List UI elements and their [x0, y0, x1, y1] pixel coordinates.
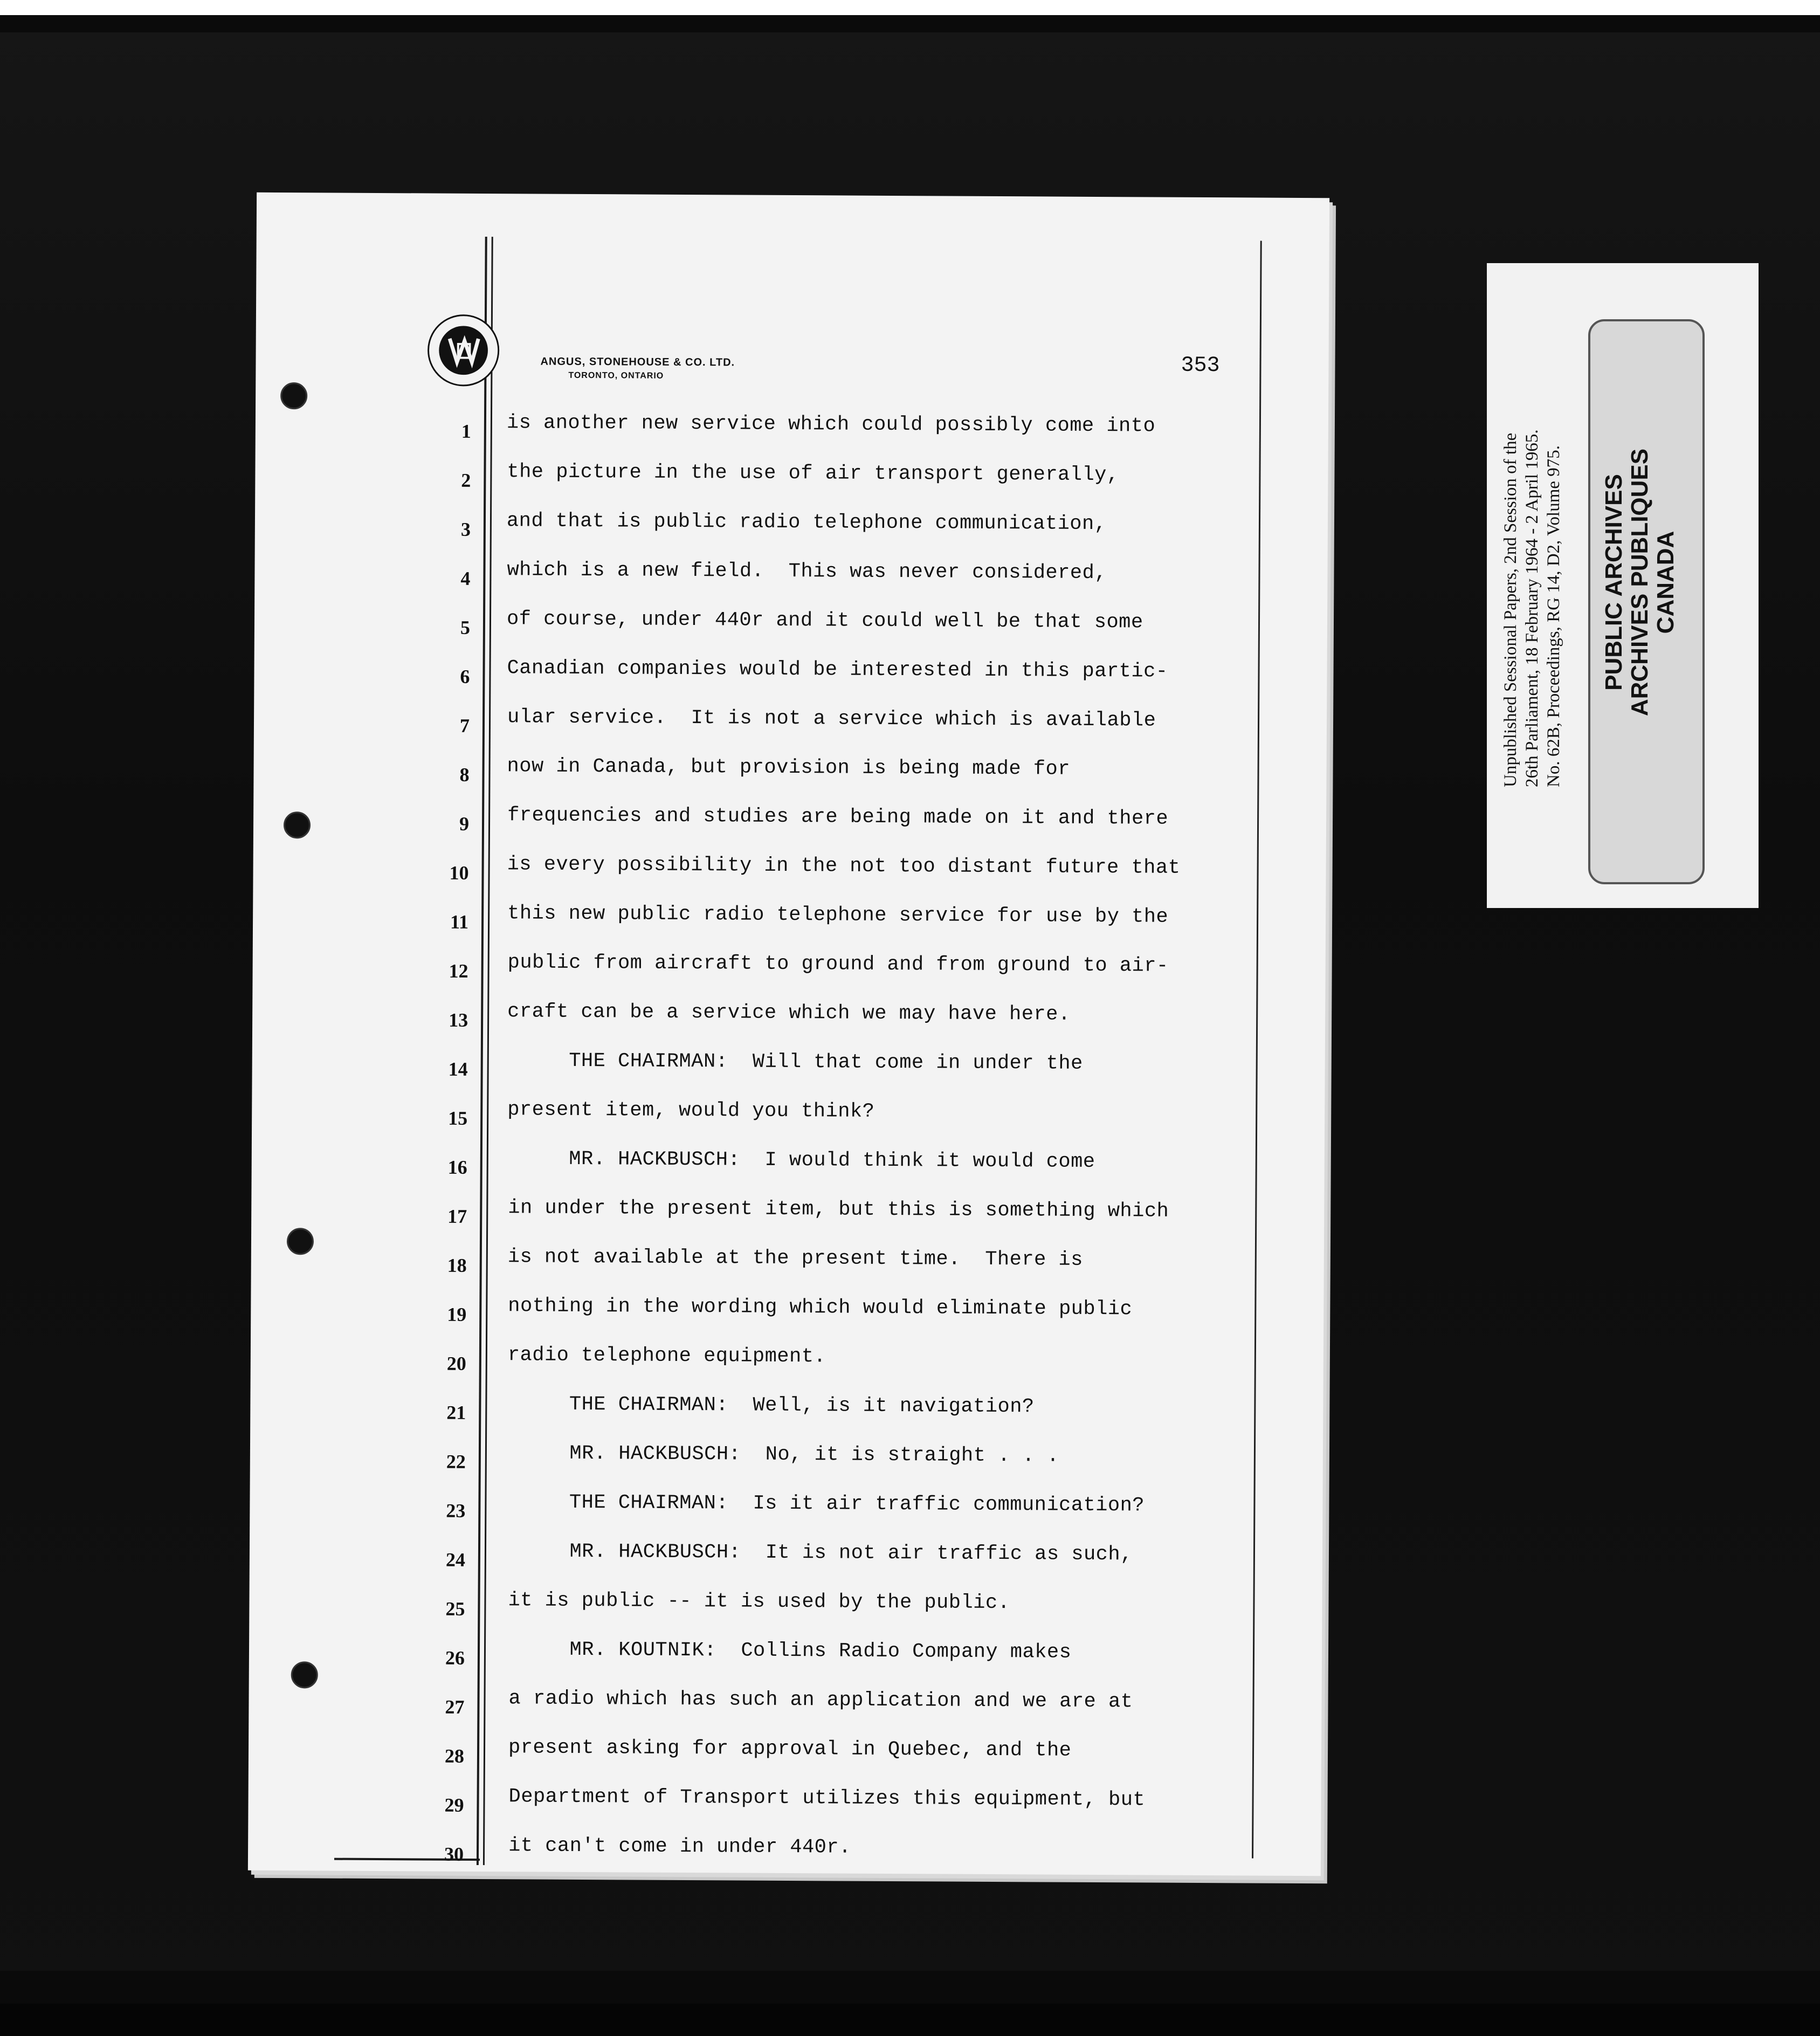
company-name: ANGUS, STONEHOUSE & CO. LTD.: [540, 355, 735, 369]
line-number: 29: [444, 1794, 464, 1816]
transcript-line: Department of Transport utilizes this equipment, but: [508, 1785, 1146, 1812]
line-number: 27: [445, 1696, 465, 1718]
line-number: 24: [445, 1549, 465, 1571]
line-number: 28: [444, 1745, 465, 1767]
transcript-line: Canadian companies would be interested in this partic-: [507, 657, 1168, 683]
binder-hole-icon: [284, 811, 311, 838]
transcript-line: a radio which has such an application and we are at: [508, 1687, 1133, 1714]
transcript-line: in under the present item, but this is something which: [508, 1196, 1169, 1223]
archive-caption-line: No. 62B, Proceedings, RG 14, D2, Volume 975.: [1544, 445, 1563, 787]
transcript-line: is another new service which could possibly come into: [506, 411, 1156, 438]
transcript-line: it can't come in under 440r.: [508, 1834, 851, 1859]
transcript-line: MR. HACKBUSCH: No, it is straight . . .: [508, 1442, 1059, 1468]
line-number: 17: [447, 1205, 467, 1227]
archive-badge-text: [1601, 431, 1679, 733]
transcript-page: [248, 192, 1329, 1876]
transcript-line: present item, would you think?: [507, 1098, 875, 1123]
right-margin-rule: [1252, 241, 1262, 1859]
transcript-line: and that is public radio telephone communication,: [506, 510, 1107, 536]
line-number: 10: [449, 862, 469, 884]
line-number: 7: [459, 714, 470, 737]
transcript-line: public from aircraft to ground and from ground to air-: [507, 951, 1169, 978]
archive-caption-line: 26th Parliament, 18 February 1964 - 2 April 1965.: [1522, 429, 1542, 787]
line-number: 9: [459, 813, 470, 835]
line-number: 16: [447, 1156, 467, 1178]
transcript-line: THE CHAIRMAN: Will that come in under the: [507, 1049, 1083, 1075]
transcript-line: MR. KOUTNIK: Collins Radio Company makes: [508, 1638, 1072, 1664]
archive-caption: [1500, 248, 1564, 787]
line-number: 6: [460, 665, 470, 687]
transcript-line: craft can be a service which we may have here.: [507, 1000, 1071, 1026]
film-edge-bottom: [0, 1971, 1820, 2036]
line-number: 13: [449, 1009, 468, 1031]
transcript-line: frequencies and studies are being made on it and there: [507, 804, 1169, 830]
transcript-line: this new public radio telephone service for use by the: [507, 902, 1169, 928]
line-number: 25: [445, 1598, 465, 1620]
transcript-line: the picture in the use of air transport generally,: [507, 460, 1119, 487]
transcript-line: it is public -- it is used by the public.: [508, 1589, 1010, 1615]
line-number: 12: [449, 960, 468, 982]
line-number: 11: [450, 911, 469, 933]
transcript-line: of course, under 440r and it could well be that some: [506, 608, 1143, 634]
line-number: 30: [444, 1843, 464, 1865]
transcript-line: now in Canada, but provision is being made for: [507, 755, 1071, 781]
transcript-line: is every possibility in the not too distant future that: [507, 853, 1181, 879]
line-number: 23: [446, 1500, 466, 1522]
line-number: 8: [459, 763, 470, 786]
page-number: 353: [1181, 353, 1220, 379]
line-number: 3: [460, 518, 471, 540]
line-number: 2: [461, 469, 471, 491]
archive-badge-line: ARCHIVES PUBLIQUES: [1626, 448, 1653, 717]
transcript-line: ular service. It is not a service which is available: [507, 706, 1156, 732]
line-number: 21: [446, 1401, 466, 1423]
transcript-line: present asking for approval in Quebec, and the: [508, 1736, 1072, 1762]
binder-hole-icon: [287, 1228, 314, 1255]
line-number: 4: [460, 567, 471, 589]
line-number: 1: [461, 420, 471, 442]
transcript-line: radio telephone equipment.: [507, 1344, 826, 1368]
transcription-seal-icon: [426, 313, 501, 388]
transcript-line: is not available at the present time. There is: [507, 1246, 1084, 1271]
line-number: 18: [447, 1254, 467, 1276]
transcript-line: MR. HACKBUSCH: It is not air traffic as such,: [508, 1540, 1133, 1566]
transcript-line: nothing in the wording which would eliminate public: [508, 1295, 1133, 1321]
line-number: 22: [446, 1450, 466, 1473]
transcript-line: THE CHAIRMAN: Well, is it navigation?: [508, 1393, 1035, 1419]
line-number: 15: [448, 1107, 468, 1129]
film-edge-top: [0, 0, 1820, 32]
transcript-line: which is a new field. This was never considered,: [507, 559, 1107, 585]
line-number: 14: [448, 1058, 468, 1080]
line-number: 5: [460, 616, 471, 638]
archive-caption-line: Unpublished Sessional Papers, 2nd Session of the: [1501, 432, 1520, 787]
line-number: 26: [445, 1647, 465, 1669]
line-number: 19: [447, 1303, 467, 1325]
company-city: TORONTO, ONTARIO: [568, 370, 664, 381]
transcript-line: MR. HACKBUSCH: I would think it would come: [507, 1147, 1095, 1173]
archive-badge-line: CANADA: [1652, 531, 1679, 634]
binder-hole-icon: [280, 382, 307, 409]
transcript-line: THE CHAIRMAN: Is it air traffic communication?: [508, 1491, 1145, 1517]
binder-hole-icon: [291, 1661, 318, 1688]
line-number: 20: [446, 1352, 466, 1374]
archive-badge-line: PUBLIC ARCHIVES: [1601, 474, 1627, 691]
